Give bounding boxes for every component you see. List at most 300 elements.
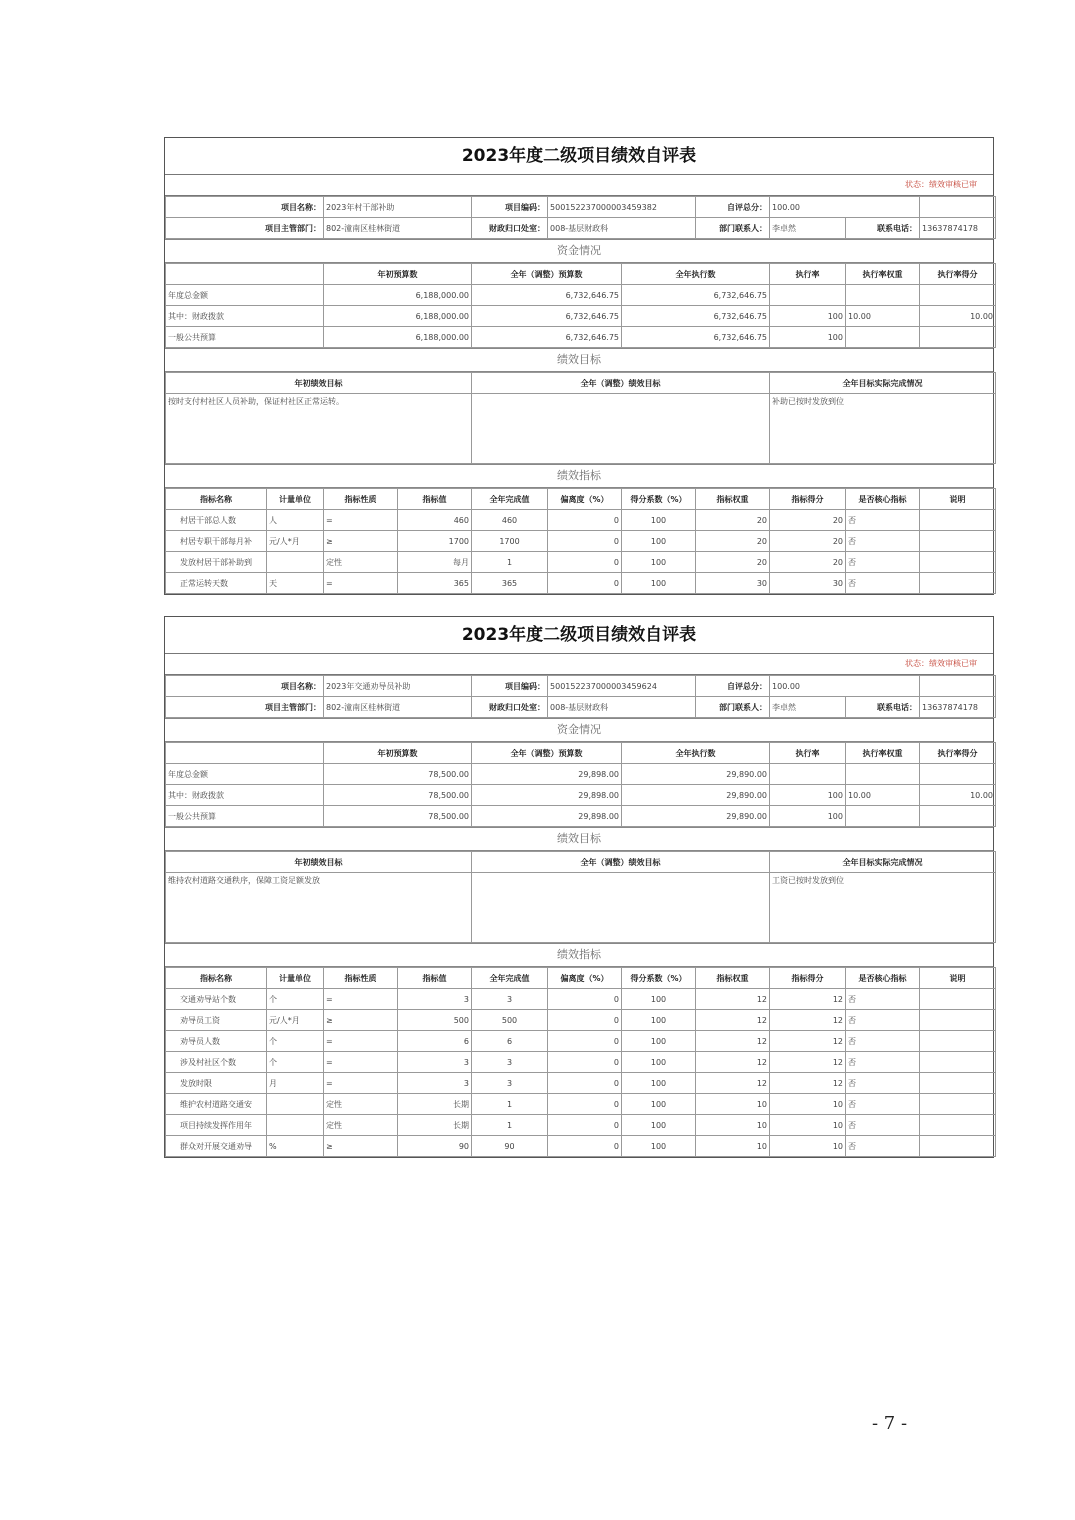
table-cell: 否 — [846, 1031, 920, 1052]
field-label: 财政归口处室： — [472, 697, 548, 718]
table-cell: 12 — [696, 1052, 770, 1073]
table-cell — [920, 1115, 996, 1136]
table-cell: 3 — [398, 1052, 472, 1073]
status-label: 状态：绩效审核已审 — [165, 175, 993, 196]
indicator-name: 正常运转天数 — [166, 573, 267, 594]
row-label: 一般公共预算 — [166, 327, 324, 348]
fund-table — [165, 742, 996, 827]
table-cell — [166, 264, 324, 285]
table-cell: 100 — [622, 510, 696, 531]
table-cell: 0 — [548, 573, 622, 594]
table-cell: 365 — [472, 573, 548, 594]
table-cell: 460 — [472, 510, 548, 531]
table-row — [166, 806, 996, 827]
section-heading: 资金情况 — [165, 718, 993, 742]
table-row — [166, 285, 996, 306]
table-cell — [920, 531, 996, 552]
table-row — [166, 394, 996, 464]
table-cell: 12 — [696, 1010, 770, 1031]
table-cell: ≥ — [324, 1136, 398, 1157]
column-header: 年初绩效目标 — [166, 852, 472, 873]
project-code: 500152237000003459382 — [548, 197, 696, 218]
column-header: 执行率 — [770, 743, 846, 764]
indicator-name: 维护农村道路交通安 — [166, 1094, 267, 1115]
table-cell: 天 — [267, 573, 324, 594]
row-label: 其中：财政拨款 — [166, 306, 324, 327]
table-cell: 个 — [267, 989, 324, 1010]
table-cell: 100 — [622, 573, 696, 594]
field-label: 部门联系人： — [696, 218, 770, 239]
table-cell — [166, 743, 324, 764]
table-cell — [846, 327, 920, 348]
column-header: 全年（调整）绩效目标 — [472, 852, 770, 873]
table-cell — [920, 197, 996, 218]
field-label: 联系电话： — [846, 697, 920, 718]
section-heading: 绩效目标 — [165, 348, 993, 372]
table-cell: 0 — [548, 1115, 622, 1136]
table-cell: 定性 — [324, 552, 398, 573]
table-cell: ≥ — [324, 531, 398, 552]
table-cell: 20 — [770, 552, 846, 573]
contact-phone: 13637874178 — [920, 218, 996, 239]
table-cell — [770, 764, 846, 785]
table-cell: 0 — [548, 1031, 622, 1052]
table-cell: 78,500.00 — [324, 785, 472, 806]
column-header: 全年（调整）绩效目标 — [472, 373, 770, 394]
column-header: 年初预算数 — [324, 743, 472, 764]
table-cell — [770, 285, 846, 306]
table-cell: 6,732,646.75 — [622, 306, 770, 327]
table-cell: 0 — [548, 989, 622, 1010]
table-row — [166, 1010, 996, 1031]
table-row — [166, 1031, 996, 1052]
indicator-name: 发放时限 — [166, 1073, 267, 1094]
table-cell: 否 — [846, 573, 920, 594]
table-cell: 29,890.00 — [622, 785, 770, 806]
finance-office: 008-基层财政科 — [548, 218, 696, 239]
sheet-title: 2023年度二级项目绩效自评表 — [165, 138, 993, 175]
table-cell — [267, 1094, 324, 1115]
goal-table — [165, 851, 996, 943]
row-label: 年度总金额 — [166, 764, 324, 785]
column-header: 指标得分 — [770, 489, 846, 510]
table-cell: = — [324, 989, 398, 1010]
table-cell — [846, 806, 920, 827]
table-cell: 12 — [770, 1073, 846, 1094]
table-cell: 0 — [548, 1136, 622, 1157]
table-row — [166, 697, 996, 718]
field-label: 项目编码： — [472, 676, 548, 697]
column-header: 指标权重 — [696, 968, 770, 989]
table-cell: 100 — [622, 1136, 696, 1157]
table-cell: 6,732,646.75 — [472, 306, 622, 327]
table-cell: 6 — [398, 1031, 472, 1052]
table-cell: 长期 — [398, 1094, 472, 1115]
table-cell: 100 — [622, 1073, 696, 1094]
table-cell: 29,898.00 — [472, 785, 622, 806]
column-header: 全年目标实际完成情况 — [770, 852, 996, 873]
table-cell: 100 — [622, 1010, 696, 1031]
table-cell: 20 — [770, 510, 846, 531]
table-row — [166, 1115, 996, 1136]
field-label: 部门联系人： — [696, 697, 770, 718]
table-cell — [920, 285, 996, 306]
table-cell: 100 — [622, 552, 696, 573]
table-cell: 定性 — [324, 1094, 398, 1115]
table-cell: 否 — [846, 552, 920, 573]
table-cell: 100 — [770, 306, 846, 327]
table-cell: 否 — [846, 1136, 920, 1157]
page-number: - 7 - — [872, 1413, 908, 1434]
table-header-row — [166, 852, 996, 873]
contact-phone: 13637874178 — [920, 697, 996, 718]
table-cell: 365 — [398, 573, 472, 594]
table-row — [166, 989, 996, 1010]
table-cell: 10 — [696, 1094, 770, 1115]
table-cell — [920, 1073, 996, 1094]
column-header: 得分系数（%） — [622, 489, 696, 510]
table-cell: = — [324, 510, 398, 531]
table-cell: 100 — [770, 785, 846, 806]
table-cell: 29,890.00 — [622, 806, 770, 827]
table-row — [166, 1052, 996, 1073]
table-cell: 每月 — [398, 552, 472, 573]
table-cell: 30 — [770, 573, 846, 594]
project-info-table — [165, 675, 996, 718]
row-label: 其中：财政拨款 — [166, 785, 324, 806]
table-cell: 90 — [398, 1136, 472, 1157]
adjusted-goal — [472, 394, 770, 464]
table-cell — [920, 1052, 996, 1073]
indicator-name: 发放村居干部补助到 — [166, 552, 267, 573]
indicator-name: 劝导员工资 — [166, 1010, 267, 1031]
table-cell: 人 — [267, 510, 324, 531]
table-cell — [920, 806, 996, 827]
table-cell: ≥ — [324, 1010, 398, 1031]
table-cell: % — [267, 1136, 324, 1157]
table-cell: 12 — [696, 1073, 770, 1094]
department: 802-潼南区桂林街道 — [324, 697, 472, 718]
table-cell — [920, 1031, 996, 1052]
table-cell: 3 — [398, 1073, 472, 1094]
table-cell — [920, 573, 996, 594]
table-cell — [920, 1136, 996, 1157]
project-name: 2023年村干部补助 — [324, 197, 472, 218]
column-header: 是否核心指标 — [846, 968, 920, 989]
table-row — [166, 197, 996, 218]
table-cell: 12 — [696, 989, 770, 1010]
column-header: 年初绩效目标 — [166, 373, 472, 394]
table-cell: 否 — [846, 989, 920, 1010]
section-heading: 绩效指标 — [165, 464, 993, 488]
table-cell: = — [324, 573, 398, 594]
table-cell: 29,890.00 — [622, 764, 770, 785]
table-cell: = — [324, 1073, 398, 1094]
table-cell: 1 — [472, 552, 548, 573]
field-label: 自评总分： — [696, 197, 770, 218]
column-header: 指标值 — [398, 489, 472, 510]
indicator-name: 群众对开展交通劝导 — [166, 1136, 267, 1157]
actual-completion: 补助已按时发放到位 — [770, 394, 996, 464]
table-cell: 29,898.00 — [472, 764, 622, 785]
column-header: 说明 — [920, 968, 996, 989]
table-cell: 否 — [846, 1010, 920, 1031]
table-cell — [267, 1115, 324, 1136]
table-cell: 12 — [696, 1031, 770, 1052]
table-cell: 0 — [548, 531, 622, 552]
table-cell — [920, 764, 996, 785]
table-cell: 12 — [770, 1031, 846, 1052]
table-cell — [920, 510, 996, 531]
table-cell: 12 — [770, 989, 846, 1010]
project-name: 2023年交通劝导员补助 — [324, 676, 472, 697]
table-cell: 定性 — [324, 1115, 398, 1136]
status-label: 状态：绩效审核已审 — [165, 654, 993, 675]
field-label: 项目主管部门： — [166, 218, 324, 239]
table-cell: 10 — [696, 1136, 770, 1157]
table-cell: 12 — [770, 1010, 846, 1031]
indicator-table — [165, 488, 996, 594]
field-label: 项目主管部门： — [166, 697, 324, 718]
table-header-row — [166, 373, 996, 394]
actual-completion: 工资已按时发放到位 — [770, 873, 996, 943]
table-cell: 6,732,646.75 — [622, 327, 770, 348]
table-cell: 460 — [398, 510, 472, 531]
table-cell: 0 — [548, 1010, 622, 1031]
section-heading: 绩效指标 — [165, 943, 993, 967]
table-cell: 10 — [696, 1115, 770, 1136]
column-header: 是否核心指标 — [846, 489, 920, 510]
adjusted-goal — [472, 873, 770, 943]
table-cell: 29,898.00 — [472, 806, 622, 827]
column-header: 计量单位 — [267, 489, 324, 510]
table-cell: 否 — [846, 531, 920, 552]
table-row — [166, 573, 996, 594]
table-header-row — [166, 264, 996, 285]
column-header: 指标权重 — [696, 489, 770, 510]
table-cell — [920, 1094, 996, 1115]
indicator-name: 项目持续发挥作用年 — [166, 1115, 267, 1136]
table-cell: 3 — [472, 1052, 548, 1073]
table-cell: 元/人*月 — [267, 1010, 324, 1031]
column-header: 指标得分 — [770, 968, 846, 989]
table-cell: 0 — [548, 510, 622, 531]
section-heading: 资金情况 — [165, 239, 993, 263]
table-cell: 30 — [696, 573, 770, 594]
table-cell: 0 — [548, 1052, 622, 1073]
table-cell — [846, 764, 920, 785]
table-header-row — [166, 743, 996, 764]
table-cell: 12 — [770, 1052, 846, 1073]
department: 802-潼南区桂林街道 — [324, 218, 472, 239]
table-cell: 个 — [267, 1031, 324, 1052]
table-cell — [920, 989, 996, 1010]
table-row — [166, 1094, 996, 1115]
column-header: 指标名称 — [166, 968, 267, 989]
self-score: 100.00 — [770, 676, 920, 697]
indicator-table — [165, 967, 996, 1157]
table-cell: 10 — [770, 1115, 846, 1136]
table-cell: 6,732,646.75 — [472, 285, 622, 306]
project-code: 500152237000003459624 — [548, 676, 696, 697]
table-cell: 否 — [846, 1073, 920, 1094]
column-header: 执行率 — [770, 264, 846, 285]
table-cell: 0 — [548, 1094, 622, 1115]
table-cell: 78,500.00 — [324, 764, 472, 785]
table-cell: 1700 — [398, 531, 472, 552]
indicator-name: 劝导员人数 — [166, 1031, 267, 1052]
column-header: 指标性质 — [324, 968, 398, 989]
field-label: 自评总分： — [696, 676, 770, 697]
table-cell: 10.00 — [920, 306, 996, 327]
table-cell: = — [324, 1052, 398, 1073]
field-label: 财政归口处室： — [472, 218, 548, 239]
column-header: 全年执行数 — [622, 743, 770, 764]
table-row — [166, 1136, 996, 1157]
field-label: 项目名称： — [166, 676, 324, 697]
table-cell: 6,188,000.00 — [324, 306, 472, 327]
evaluation-sheet — [164, 137, 994, 595]
table-cell: 100 — [770, 327, 846, 348]
table-cell: 6,732,646.75 — [472, 327, 622, 348]
table-row — [166, 552, 996, 573]
table-cell: 10.00 — [846, 785, 920, 806]
table-cell: 否 — [846, 1052, 920, 1073]
table-row — [166, 327, 996, 348]
table-row — [166, 785, 996, 806]
table-header-row — [166, 489, 996, 510]
table-row — [166, 510, 996, 531]
indicator-name: 交通劝导站个数 — [166, 989, 267, 1010]
table-cell: 100 — [622, 1052, 696, 1073]
table-cell: 100 — [622, 989, 696, 1010]
table-cell: 长期 — [398, 1115, 472, 1136]
field-label: 联系电话： — [846, 218, 920, 239]
table-cell: 否 — [846, 1115, 920, 1136]
table-cell: 3 — [398, 989, 472, 1010]
table-cell: 100 — [622, 1031, 696, 1052]
table-cell: 1700 — [472, 531, 548, 552]
table-cell: 元/人*月 — [267, 531, 324, 552]
table-cell: 6,188,000.00 — [324, 327, 472, 348]
table-cell: 500 — [398, 1010, 472, 1031]
table-cell: 10.00 — [846, 306, 920, 327]
table-cell — [920, 676, 996, 697]
sheet-title: 2023年度二级项目绩效自评表 — [165, 617, 993, 654]
fund-table — [165, 263, 996, 348]
row-label: 一般公共预算 — [166, 806, 324, 827]
column-header: 全年完成值 — [472, 968, 548, 989]
table-cell: 1 — [472, 1094, 548, 1115]
table-cell — [920, 552, 996, 573]
table-cell: 500 — [472, 1010, 548, 1031]
column-header: 偏离度（%） — [548, 968, 622, 989]
column-header: 指标名称 — [166, 489, 267, 510]
row-label: 年度总金额 — [166, 285, 324, 306]
section-heading: 绩效目标 — [165, 827, 993, 851]
table-cell: 10 — [770, 1094, 846, 1115]
table-cell: 20 — [696, 552, 770, 573]
column-header: 全年完成值 — [472, 489, 548, 510]
table-cell: 6,732,646.75 — [622, 285, 770, 306]
table-cell: 20 — [696, 510, 770, 531]
table-cell: 100 — [622, 1094, 696, 1115]
contact-person: 李卓然 — [770, 697, 846, 718]
table-cell: 月 — [267, 1073, 324, 1094]
table-cell: 78,500.00 — [324, 806, 472, 827]
column-header: 全年（调整）预算数 — [472, 264, 622, 285]
table-row — [166, 531, 996, 552]
table-cell — [846, 285, 920, 306]
self-score: 100.00 — [770, 197, 920, 218]
column-header: 指标性质 — [324, 489, 398, 510]
column-header: 执行率权重 — [846, 264, 920, 285]
table-cell — [267, 552, 324, 573]
column-header: 执行率得分 — [920, 264, 996, 285]
indicator-name: 村居干部总人数 — [166, 510, 267, 531]
column-header: 全年目标实际完成情况 — [770, 373, 996, 394]
indicator-name: 涉及村社区个数 — [166, 1052, 267, 1073]
table-cell: 个 — [267, 1052, 324, 1073]
column-header: 执行率得分 — [920, 743, 996, 764]
column-header: 偏离度（%） — [548, 489, 622, 510]
column-header: 全年执行数 — [622, 264, 770, 285]
table-cell — [920, 327, 996, 348]
column-header: 得分系数（%） — [622, 968, 696, 989]
table-cell: 10.00 — [920, 785, 996, 806]
table-cell: 100 — [622, 531, 696, 552]
table-cell: 1 — [472, 1115, 548, 1136]
column-header: 计量单位 — [267, 968, 324, 989]
contact-person: 李卓然 — [770, 218, 846, 239]
table-row — [166, 1073, 996, 1094]
table-cell: 0 — [548, 552, 622, 573]
column-header: 全年（调整）预算数 — [472, 743, 622, 764]
table-cell: 100 — [770, 806, 846, 827]
field-label: 项目名称： — [166, 197, 324, 218]
table-cell — [920, 1010, 996, 1031]
table-cell: 100 — [622, 1115, 696, 1136]
initial-goal: 按时支付村社区人员补助，保证村社区正常运转。 — [166, 394, 472, 464]
project-info-table — [165, 196, 996, 239]
table-cell: 否 — [846, 510, 920, 531]
table-row — [166, 306, 996, 327]
table-cell: = — [324, 1031, 398, 1052]
table-cell: 3 — [472, 1073, 548, 1094]
table-cell: 20 — [770, 531, 846, 552]
indicator-name: 村居专职干部每月补 — [166, 531, 267, 552]
table-row — [166, 873, 996, 943]
table-cell: 20 — [696, 531, 770, 552]
table-cell: 0 — [548, 1073, 622, 1094]
column-header: 年初预算数 — [324, 264, 472, 285]
finance-office: 008-基层财政科 — [548, 697, 696, 718]
field-label: 项目编码： — [472, 197, 548, 218]
goal-table — [165, 372, 996, 464]
initial-goal: 维持农村道路交通秩序，保障工资足额发放 — [166, 873, 472, 943]
table-cell: 10 — [770, 1136, 846, 1157]
column-header: 说明 — [920, 489, 996, 510]
table-cell: 6,188,000.00 — [324, 285, 472, 306]
column-header: 指标值 — [398, 968, 472, 989]
table-row — [166, 764, 996, 785]
column-header: 执行率权重 — [846, 743, 920, 764]
table-row — [166, 218, 996, 239]
table-header-row — [166, 968, 996, 989]
table-row — [166, 676, 996, 697]
table-cell: 3 — [472, 989, 548, 1010]
table-cell: 90 — [472, 1136, 548, 1157]
